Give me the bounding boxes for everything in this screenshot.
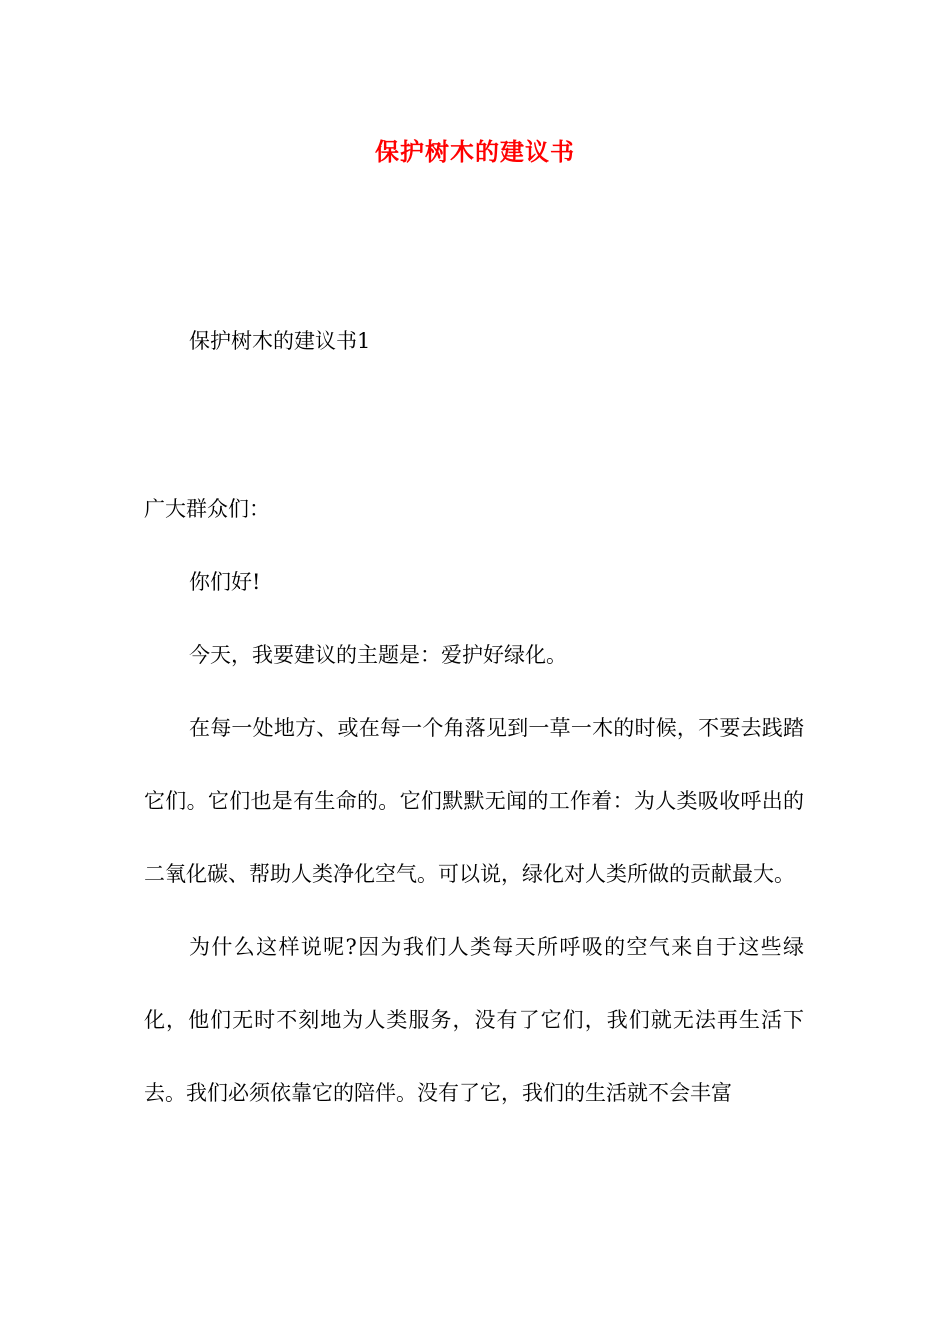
salutation: 广大群众们：	[144, 497, 270, 521]
paragraph-body-2: 为什么这样说呢?因为我们人类每天所呼吸的空气来自于这些绿化，他们无时不刻地为人类服务，没有了它们，我们就无法再生活下去。我们必须依靠它的陪伴。没有了它，我们的生活就不会丰富	[144, 935, 804, 1105]
paragraph-body-1: 在每一处地方、或在每一个角落见到一草一木的时候，不要去践踏它们。它们也是有生命的。它们默默无闻的工作着：为人类吸收呼出的二氧化碳、帮助人类净化空气。可以说，绿化对人类所做的贡献最大。	[144, 716, 804, 886]
document-body	[144, 473, 804, 1130]
paragraph-greeting: 你们好!	[189, 570, 261, 594]
paragraph-topic: 今天，我要建议的主题是：爱护好绿化。	[189, 643, 567, 667]
section-heading: 保护树木的建议书1	[189, 329, 371, 353]
document-title: 保护树木的建议书	[375, 137, 575, 166]
